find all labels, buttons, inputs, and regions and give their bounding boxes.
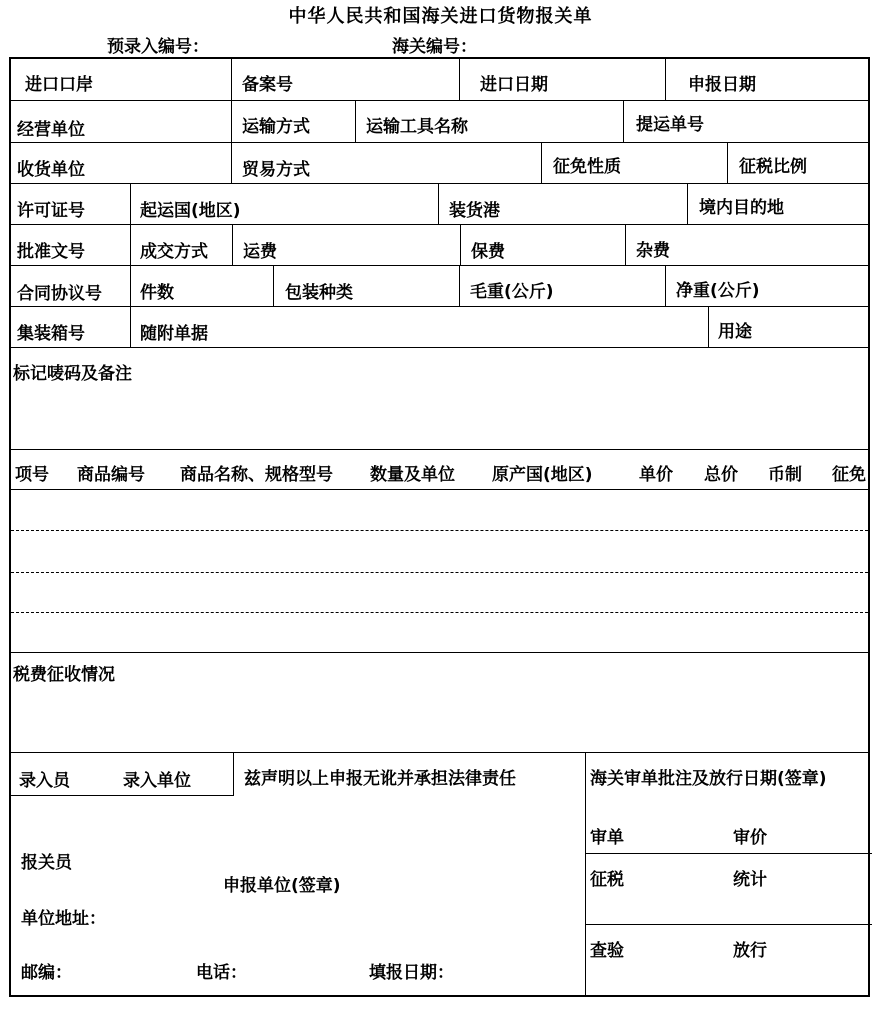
marks-remarks-section[interactable] [11, 348, 868, 450]
col-quantity-unit: 数量及单位 [370, 465, 455, 485]
declaration-statement: 兹声明以上申报无讹并承担法律责任 [244, 769, 516, 789]
tax-ratio-field[interactable]: 征税比例 [739, 157, 807, 177]
row-container [11, 307, 868, 348]
postcode-label[interactable]: 邮编： [21, 963, 72, 983]
statistics-label[interactable]: 统计 [733, 870, 767, 890]
levy-label[interactable]: 征税 [590, 870, 624, 890]
col-commodity-name: 商品名称、规格型号 [180, 465, 333, 485]
col-currency: 币制 [768, 465, 802, 485]
net-weight-field[interactable]: 净重(公斤) [676, 281, 760, 301]
col-origin-country: 原产国(地区) [492, 465, 593, 485]
row-operator [11, 101, 868, 143]
origin-country-field[interactable]: 起运国(地区) [131, 184, 439, 224]
package-type-field[interactable]: 包装种类 [274, 266, 460, 306]
customs-approval-label: 海关审单批注及放行日期(签章) [590, 769, 827, 789]
record-number-field[interactable]: 备案号 [232, 59, 460, 100]
row-port [11, 59, 868, 101]
gross-weight-field[interactable]: 毛重(公斤) [460, 266, 666, 306]
goods-table-header [11, 450, 868, 490]
operating-unit-field[interactable]: 经营单位 [11, 101, 232, 142]
bottom-section [11, 753, 868, 995]
trade-mode-field[interactable]: 贸易方式 [232, 143, 542, 183]
review-label[interactable]: 审单 [590, 828, 624, 848]
fill-date-label[interactable]: 填报日期： [369, 963, 454, 983]
transaction-mode-field[interactable]: 成交方式 [131, 225, 233, 265]
marks-remarks-label: 标记唛码及备注 [13, 364, 132, 384]
tax-section[interactable] [11, 653, 868, 753]
domestic-destination-field[interactable]: 境内目的地 [699, 198, 784, 218]
broker-label[interactable]: 报关员 [21, 853, 72, 873]
inspection-label[interactable]: 查验 [590, 941, 624, 961]
row-approval [11, 225, 868, 266]
col-total-price: 总价 [704, 465, 738, 485]
entry-unit-label: 录入单位 [123, 771, 191, 791]
import-port-field[interactable]: 进口口岸 [11, 59, 232, 100]
import-date-field[interactable]: 进口日期 [460, 59, 666, 100]
purpose-field[interactable]: 用途 [718, 322, 752, 342]
release-label[interactable]: 放行 [733, 941, 767, 961]
exemption-nature-field[interactable]: 征免性质 [542, 143, 728, 183]
tax-label: 税费征收情况 [13, 665, 115, 685]
goods-table [11, 450, 868, 653]
declare-date-field[interactable]: 申报日期 [688, 75, 756, 95]
row-consignee [11, 143, 868, 184]
loading-port-field[interactable]: 装货港 [439, 184, 688, 224]
col-commodity-code: 商品编号 [77, 465, 145, 485]
col-item-no: 项号 [15, 465, 49, 485]
goods-row-divider [11, 572, 868, 573]
license-number-field[interactable]: 许可证号 [11, 184, 131, 224]
phone-label[interactable]: 电话： [196, 963, 247, 983]
col-unit-price: 单价 [639, 465, 673, 485]
unit-address-label[interactable]: 单位地址： [21, 909, 106, 929]
bill-of-lading-field[interactable]: 提运单号 [636, 115, 704, 135]
container-number-field[interactable]: 集装箱号 [11, 307, 131, 347]
approval-number-field[interactable]: 批准文号 [11, 225, 131, 265]
freight-field[interactable]: 运费 [233, 225, 461, 265]
declaration-form [9, 57, 870, 997]
insurance-field[interactable]: 保费 [461, 225, 626, 265]
pre-entry-number-label: 预录入编号： [107, 37, 209, 57]
transport-mode-field[interactable]: 运输方式 [232, 101, 356, 142]
form-title: 中华人民共和国海关进口货物报关单 [288, 6, 593, 27]
declaring-unit-label: 申报单位(签章) [223, 876, 341, 896]
misc-fee-field[interactable]: 杂费 [636, 241, 670, 261]
col-exemption: 征免 [832, 465, 866, 485]
price-review-label[interactable]: 审价 [733, 828, 767, 848]
customs-number-label: 海关编号： [392, 37, 477, 57]
row-license [11, 184, 868, 225]
entry-clerk-label: 录入员 [19, 771, 70, 791]
package-count-field[interactable]: 件数 [131, 266, 274, 306]
contract-number-field[interactable]: 合同协议号 [11, 266, 131, 306]
consignee-field[interactable]: 收货单位 [11, 143, 232, 183]
vehicle-name-field[interactable]: 运输工具名称 [356, 101, 624, 142]
goods-row-divider [11, 530, 868, 531]
row-contract [11, 266, 868, 307]
goods-row-divider [11, 612, 868, 613]
attached-docs-field[interactable]: 随附单据 [131, 307, 709, 347]
